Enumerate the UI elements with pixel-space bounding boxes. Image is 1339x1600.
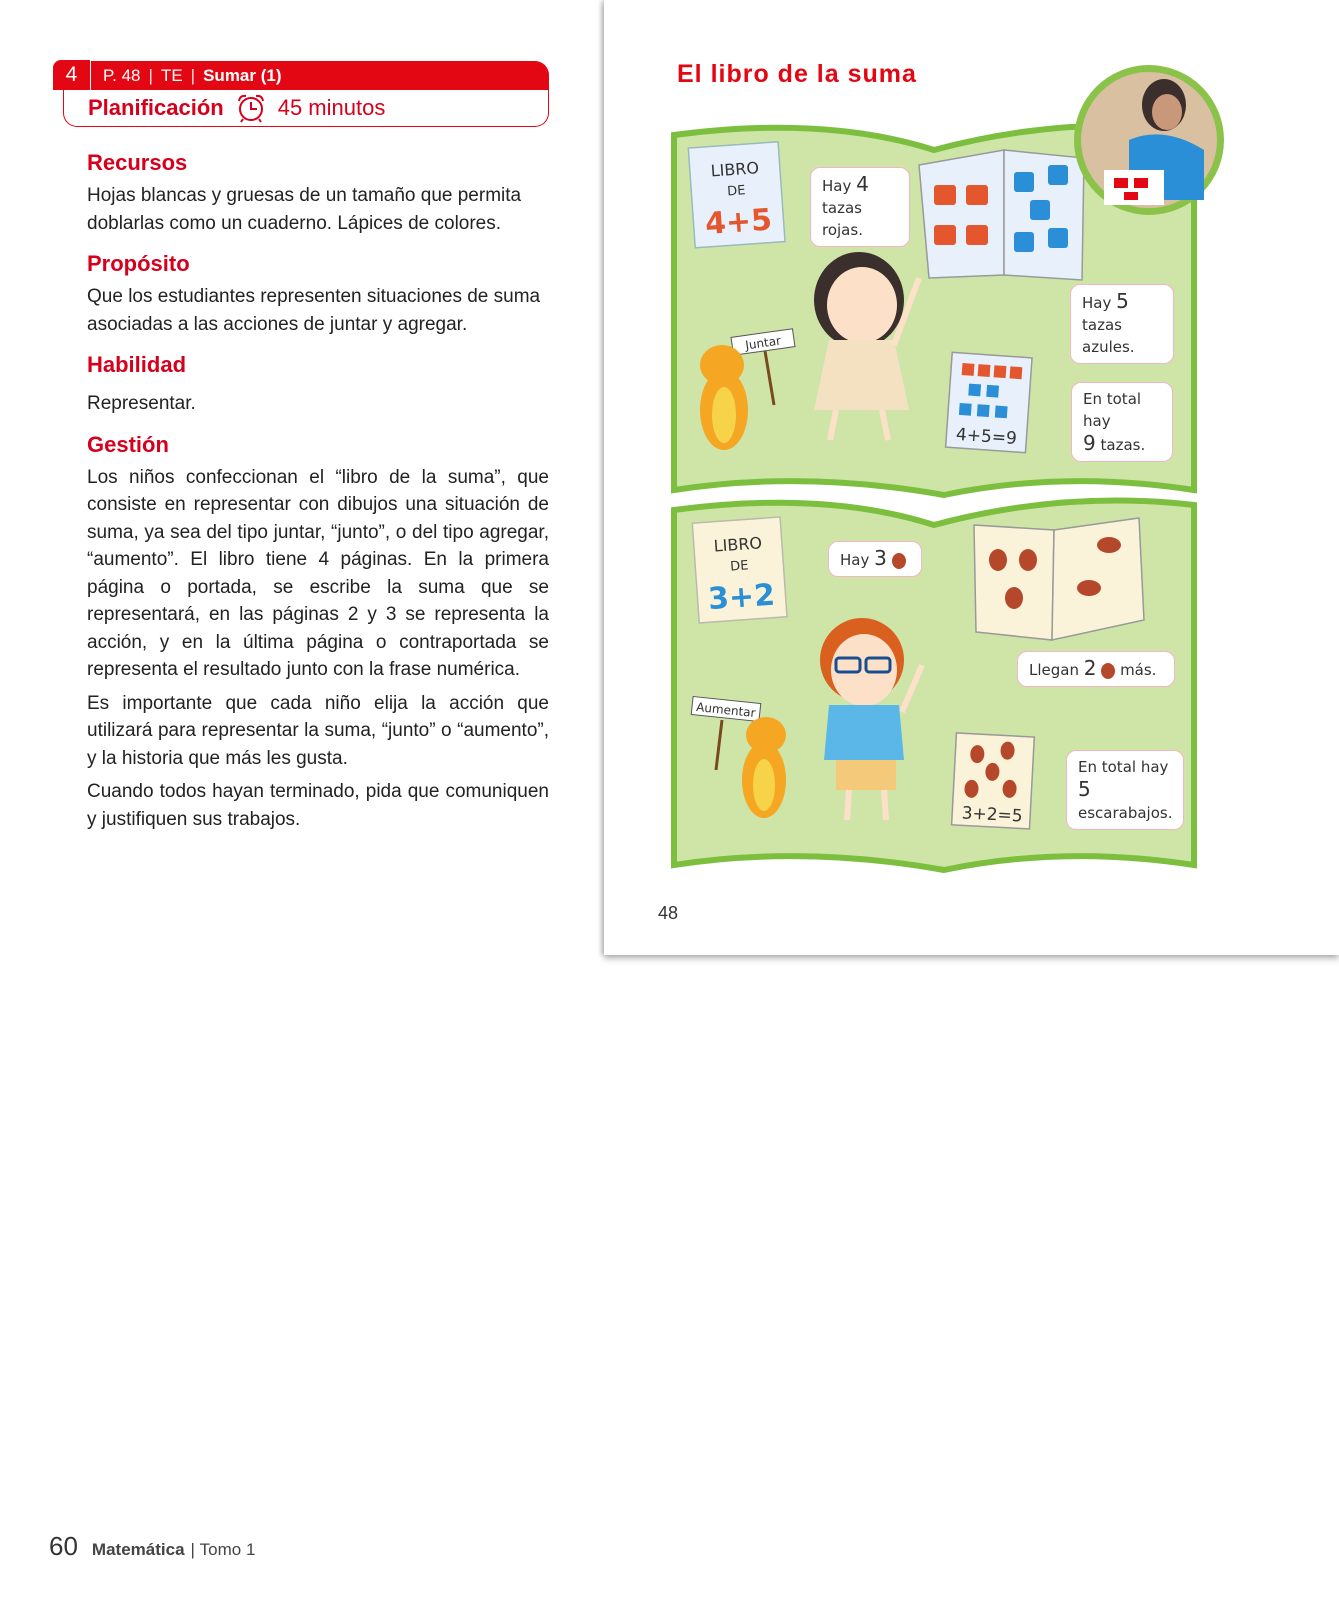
recursos-text: Hojas blancas y gruesas de un tamaño que permita doblarlas como un cuaderno. Lápices de colores. bbox=[87, 185, 522, 234]
footer-page-number: 60 bbox=[49, 1531, 78, 1561]
cups-booklet bbox=[919, 150, 1084, 280]
speech-bubble-total-5: En total hay 5 escarabajos. bbox=[1066, 750, 1184, 830]
unit-number-badge: 4 bbox=[53, 60, 90, 90]
separator: | bbox=[190, 65, 196, 85]
beetles-booklet bbox=[974, 518, 1144, 640]
footer-separator: | bbox=[190, 1540, 200, 1559]
book-cover-3-plus-2 bbox=[692, 517, 787, 623]
gestion-paragraph-3: Cuando todos hayan terminado, pida que comuniquen y justifiquen sus trabajos. bbox=[87, 781, 549, 830]
lesson-reference-bar bbox=[91, 61, 549, 90]
equation-3-plus-2: 3+2=5 bbox=[961, 803, 1024, 827]
beetle-icon bbox=[892, 553, 906, 569]
alarm-clock-icon bbox=[234, 92, 268, 124]
book-code: TE bbox=[160, 65, 183, 85]
planning-box bbox=[63, 90, 549, 127]
student-photo bbox=[1074, 65, 1224, 215]
planning-duration: 45 minutos bbox=[277, 95, 386, 120]
section-title-habilidad: Habilidad bbox=[87, 352, 187, 377]
teacher-notes-column bbox=[87, 150, 549, 833]
cover-libro-label-2: LIBRO bbox=[713, 533, 763, 556]
student-book-page bbox=[604, 0, 1339, 955]
section-title-recursos: Recursos bbox=[87, 150, 188, 175]
footer-subject: Matemática bbox=[91, 1540, 185, 1559]
page-footer bbox=[49, 1531, 255, 1562]
result-booklet-3-plus-2 bbox=[952, 733, 1035, 829]
student-page-number: 48 bbox=[658, 903, 679, 923]
student-page-title: El libro de la suma bbox=[677, 60, 917, 88]
sign-aumentar-label: Aumentar bbox=[695, 699, 757, 721]
planning-label: Planificación bbox=[88, 95, 224, 120]
book-cover-4-plus-5 bbox=[688, 142, 785, 248]
section-title-proposito: Propósito bbox=[87, 251, 190, 276]
section-title-gestion: Gestión bbox=[87, 431, 169, 457]
student-page-illustration bbox=[604, 0, 1339, 955]
speech-bubble-4-red-cups: Hay 4 tazas rojas. bbox=[810, 167, 910, 247]
cover-de-label-2: DE bbox=[729, 558, 750, 575]
separator: | bbox=[148, 65, 153, 85]
page-reference: P. 48 bbox=[103, 65, 141, 85]
speech-bubble-3-beetles: Hay 3 bbox=[828, 541, 922, 577]
cover-sum-label-2: 3+2 bbox=[706, 577, 777, 618]
lesson-header bbox=[53, 60, 549, 128]
habilidad-text: Representar. bbox=[87, 393, 196, 414]
proposito-text: Que los estudiantes representen situaciones de suma asociadas a las acciones de juntar y agregar. bbox=[87, 286, 541, 335]
speech-bubble-2-more: Llegan 2 más. bbox=[1017, 651, 1175, 687]
cover-libro-label: LIBRO bbox=[710, 158, 760, 181]
speech-bubble-5-blue-cups: Hay 5 tazas azules. bbox=[1070, 284, 1174, 364]
equation-4-plus-5: 4+5=9 bbox=[955, 424, 1018, 450]
footer-volume: Tomo 1 bbox=[199, 1540, 256, 1559]
gestion-paragraph-2: Es importante que cada niño elija la acción que utilizará para representar la suma, “junto” o “aumento”, y la historia que más les gusta. bbox=[87, 692, 549, 769]
lesson-topic: Sumar (1) bbox=[203, 65, 282, 85]
cover-sum-label: 4+5 bbox=[703, 202, 774, 243]
beetle-icon bbox=[1101, 663, 1115, 679]
result-booklet-4-plus-5 bbox=[946, 352, 1032, 452]
gestion-paragraph-1: Los niños confeccionan el “libro de la suma”, que consiste en representar con dibujos una situación de suma, ya sea del tipo juntar, “junto”, o del tipo agregar, “aumento”. El libro tiene 4 páginas. En la primera página o portada, se escribe la suma que se representará, en las páginas 2 y 3 se representa la acción, y en la última página o contraportada se representa el resultado junto con la frase numérica. bbox=[87, 466, 549, 680]
sign-juntar-label: Juntar bbox=[744, 333, 782, 353]
cover-de-label: DE bbox=[726, 183, 747, 200]
speech-bubble-total-9: En total hay 9 tazas. bbox=[1071, 382, 1173, 462]
